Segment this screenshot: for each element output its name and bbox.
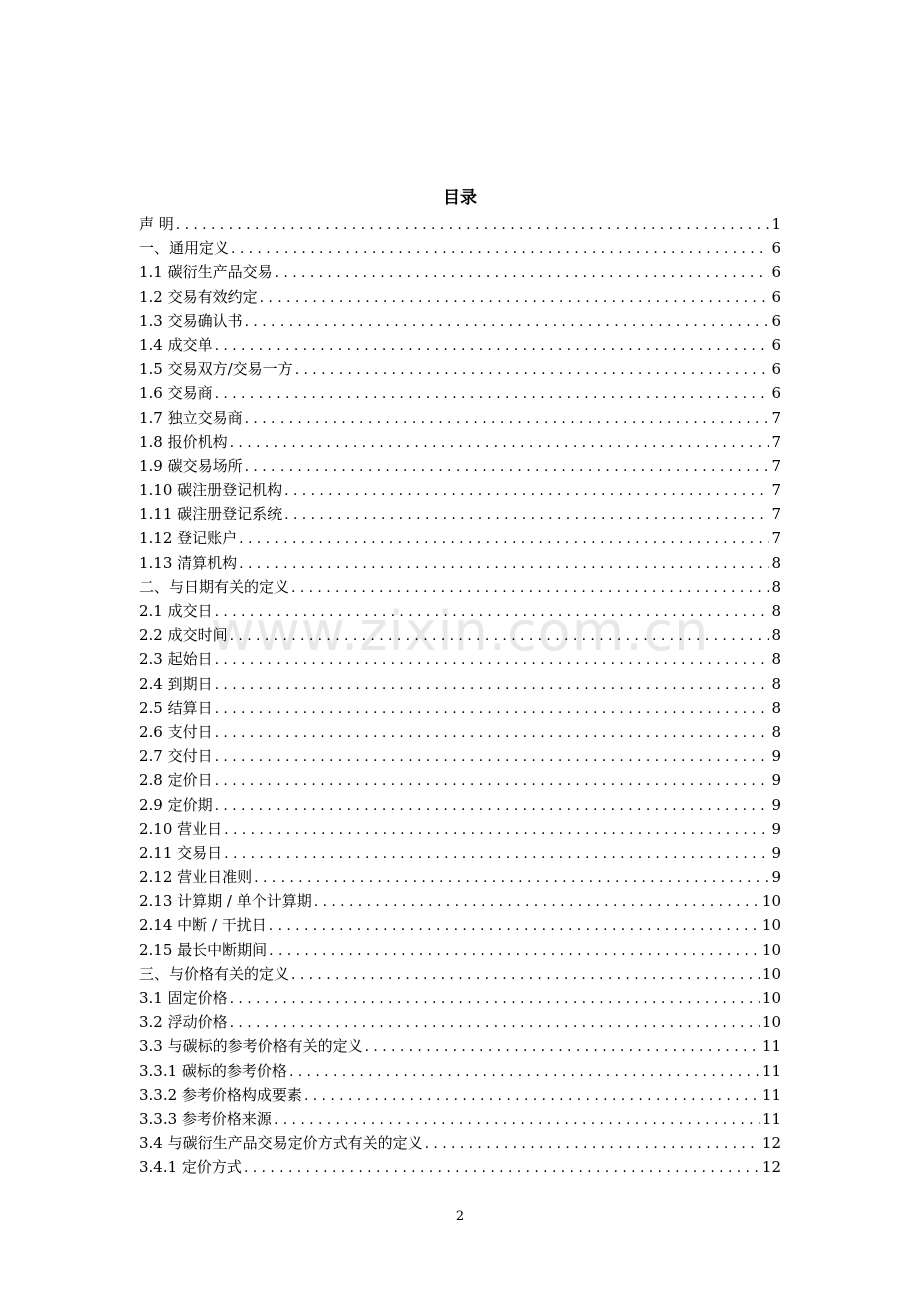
toc-dot-leader xyxy=(215,721,770,745)
toc-dot-leader xyxy=(275,261,770,285)
toc-entry-label: 2.15 最长中断期间 xyxy=(139,940,268,959)
toc-entry-label: 1.13 清算机构 xyxy=(139,553,238,572)
toc-dot-leader xyxy=(215,673,770,697)
toc-entry-label: 3.3.1 碳标的参考价格 xyxy=(139,1061,287,1080)
toc-entry-page-number: 8 xyxy=(771,698,781,717)
toc-entry-page-number: 7 xyxy=(771,505,781,524)
toc-entry-label: 1.4 成交单 xyxy=(139,335,213,354)
toc-entry[interactable] xyxy=(139,285,781,309)
toc-entry-page-number: 8 xyxy=(771,674,781,693)
toc-dot-leader xyxy=(230,431,770,455)
toc-entry-label: 2.10 营业日 xyxy=(139,819,223,838)
toc-entry-label: 1.3 交易确认书 xyxy=(139,311,243,330)
toc-entry-label: 1.1 碳衍生产品交易 xyxy=(139,263,273,282)
toc-entry-page-number: 8 xyxy=(771,602,781,620)
toc-entry-label: 3.3.3 参考价格来源 xyxy=(139,1109,272,1128)
toc-entry-page-number: 9 xyxy=(771,771,781,790)
toc-entry-label: 3.3.2 参考价格构成要素 xyxy=(139,1085,302,1104)
toc-entry-label: 2.13 计算期 / 单个计算期 xyxy=(139,892,312,911)
toc-dot-leader xyxy=(215,600,770,624)
toc-entry[interactable] xyxy=(139,696,781,720)
toc-entry[interactable] xyxy=(139,1034,781,1058)
toc-dot-leader xyxy=(239,552,769,576)
table-of-contents xyxy=(139,212,781,1180)
toc-entry[interactable] xyxy=(139,1131,781,1155)
toc-entry[interactable] xyxy=(139,744,781,768)
toc-entry-page-number: 9 xyxy=(771,819,781,838)
toc-dot-leader xyxy=(244,1156,760,1180)
toc-entry-page-number: 7 xyxy=(771,432,781,451)
toc-entry-page-number: 6 xyxy=(771,384,781,403)
toc-entry-page-number: 7 xyxy=(771,529,781,548)
toc-entry[interactable] xyxy=(139,793,781,817)
toc-entry-label: 1.8 报价机构 xyxy=(139,432,228,451)
toc-entry[interactable] xyxy=(139,357,781,381)
toc-entry-label: 3.4 与碳衍生产品交易定价方式有关的定义 xyxy=(139,1134,423,1153)
toc-entry-label: 3.1 固定价格 xyxy=(139,989,228,1007)
toc-dot-leader xyxy=(215,745,770,769)
toc-entry-page-number: 12 xyxy=(761,1134,781,1153)
toc-entry-label: 2.4 到期日 xyxy=(139,674,213,693)
toc-entry[interactable] xyxy=(139,841,781,865)
toc-entry-label: 1.7 独立交易商 xyxy=(139,408,243,427)
toc-entry-label: 2.1 成交日 xyxy=(139,602,213,620)
toc-entry-page-number: 6 xyxy=(771,287,781,306)
toc-entry-page-number: 11 xyxy=(761,1061,781,1080)
watermark-text: www.zixin.com.cn xyxy=(210,600,710,663)
toc-entry-label: 3.4.1 定价方式 xyxy=(139,1158,242,1177)
toc-dot-leader xyxy=(239,527,769,551)
toc-dot-leader xyxy=(245,455,770,479)
toc-dot-leader xyxy=(284,503,769,527)
toc-dot-leader xyxy=(215,794,770,818)
toc-entry-label: 1.9 碳交易场所 xyxy=(139,456,243,475)
toc-entry[interactable] xyxy=(139,575,781,599)
toc-dot-leader xyxy=(260,286,770,310)
toc-entry[interactable] xyxy=(139,1010,781,1034)
toc-entry-page-number: 7 xyxy=(771,481,781,500)
toc-entry-page-number: 8 xyxy=(771,650,781,669)
toc-entry-page-number: 6 xyxy=(771,360,781,379)
toc-entry[interactable] xyxy=(139,817,781,841)
toc-entry-page-number: 11 xyxy=(761,1037,781,1056)
toc-entry-page-number: 9 xyxy=(771,843,781,862)
toc-entry-page-number: 12 xyxy=(761,1158,781,1177)
toc-entry-label: 2.6 支付日 xyxy=(139,722,213,741)
toc-entry-page-number: 6 xyxy=(771,239,781,258)
toc-dot-leader xyxy=(314,890,760,914)
toc-entry-page-number: 10 xyxy=(761,989,781,1007)
toc-entry-label: 2.3 起始日 xyxy=(139,650,213,669)
toc-dot-leader xyxy=(230,987,760,1011)
toc-entry-page-number: 10 xyxy=(761,940,781,959)
toc-entry[interactable] xyxy=(139,962,781,986)
toc-entry[interactable] xyxy=(139,260,781,284)
toc-entry-label: 1.12 登记账户 xyxy=(139,529,238,548)
toc-entry-page-number: 8 xyxy=(771,577,781,596)
toc-entry-label: 2.2 成交时间 xyxy=(139,626,228,645)
toc-dot-leader xyxy=(425,1132,760,1156)
toc-entry[interactable] xyxy=(139,889,781,913)
toc-entry-label: 一、通用定义 xyxy=(139,239,230,258)
toc-dot-leader xyxy=(295,358,770,382)
toc-entry-label: 2.7 交付日 xyxy=(139,747,213,766)
toc-entry-label: 1.5 交易双方/交易一方 xyxy=(139,360,293,379)
toc-entry-page-number: 9 xyxy=(771,868,781,887)
toc-dot-leader xyxy=(215,382,770,406)
toc-entry[interactable] xyxy=(139,430,781,454)
toc-dot-leader xyxy=(215,648,770,672)
toc-entry[interactable] xyxy=(139,236,781,260)
toc-dot-leader xyxy=(215,769,770,793)
toc-entry[interactable] xyxy=(139,1059,781,1083)
toc-entry[interactable] xyxy=(139,938,781,962)
toc-entry-page-number: 10 xyxy=(761,1013,781,1032)
toc-entry[interactable] xyxy=(139,1155,781,1179)
toc-entry[interactable] xyxy=(139,599,781,623)
toc-entry[interactable] xyxy=(139,309,781,333)
toc-entry[interactable] xyxy=(139,672,781,696)
toc-entry[interactable] xyxy=(139,502,781,526)
toc-entry-label: 2.14 中断 / 干扰日 xyxy=(139,916,267,935)
toc-entry[interactable] xyxy=(139,406,781,430)
toc-entry[interactable] xyxy=(139,454,781,478)
toc-entry-page-number: 7 xyxy=(771,408,781,427)
toc-dot-leader xyxy=(176,213,770,237)
toc-dot-leader xyxy=(224,818,769,842)
toc-dot-leader xyxy=(245,310,770,334)
toc-title: 目录 xyxy=(443,188,477,208)
toc-dot-leader xyxy=(215,697,770,721)
toc-entry[interactable] xyxy=(139,1083,781,1107)
toc-dot-leader xyxy=(231,237,769,261)
toc-entry[interactable] xyxy=(139,720,781,744)
toc-entry[interactable] xyxy=(139,647,781,671)
toc-dot-leader xyxy=(224,842,769,866)
toc-dot-leader xyxy=(289,1060,760,1084)
toc-dot-leader xyxy=(304,1084,760,1108)
toc-entry[interactable] xyxy=(139,478,781,502)
toc-dot-leader xyxy=(269,939,760,963)
toc-dot-leader xyxy=(254,866,769,890)
toc-dot-leader xyxy=(230,1011,760,1035)
toc-entry-label: 2.5 结算日 xyxy=(139,698,213,717)
toc-entry-page-number: 11 xyxy=(761,1109,781,1128)
toc-entry-page-number: 1 xyxy=(771,215,781,233)
toc-entry-page-number: 9 xyxy=(771,747,781,766)
toc-entry-page-number: 8 xyxy=(771,722,781,741)
toc-entry[interactable] xyxy=(139,212,781,236)
toc-entry-page-number: 6 xyxy=(771,263,781,282)
toc-entry-label: 2.11 交易日 xyxy=(139,843,223,862)
toc-entry-page-number: 9 xyxy=(771,795,781,814)
toc-entry[interactable] xyxy=(139,986,781,1010)
toc-entry[interactable] xyxy=(139,913,781,937)
toc-entry-page-number: 7 xyxy=(771,456,781,475)
toc-entry[interactable] xyxy=(139,768,781,792)
toc-dot-leader xyxy=(215,334,770,358)
page-number: 2 xyxy=(455,1209,465,1224)
toc-entry-label: 3.3 与碳标的参考价格有关的定义 xyxy=(139,1037,363,1056)
toc-dot-leader xyxy=(269,914,760,938)
toc-dot-leader xyxy=(230,624,770,648)
toc-entry-label: 二、与日期有关的定义 xyxy=(139,577,290,596)
toc-entry-label: 1.6 交易商 xyxy=(139,384,213,403)
toc-entry[interactable] xyxy=(139,333,781,357)
toc-dot-leader xyxy=(291,963,760,987)
toc-dot-leader xyxy=(284,479,769,503)
toc-entry-page-number: 8 xyxy=(771,553,781,572)
toc-dot-leader xyxy=(274,1108,760,1132)
toc-entry-label: 1.11 碳注册登记系统 xyxy=(139,505,283,524)
toc-dot-leader xyxy=(291,576,769,600)
toc-entry-page-number: 11 xyxy=(761,1085,781,1104)
toc-entry-label: 声 明 xyxy=(139,215,174,233)
toc-entry-page-number: 6 xyxy=(771,335,781,354)
toc-entry[interactable] xyxy=(139,381,781,405)
toc-entry-label: 2.8 定价日 xyxy=(139,771,213,790)
toc-entry-label: 1.10 碳注册登记机构 xyxy=(139,481,283,500)
toc-entry[interactable] xyxy=(139,623,781,647)
toc-entry[interactable] xyxy=(139,865,781,889)
toc-entry-page-number: 10 xyxy=(761,916,781,935)
toc-entry-label: 三、与价格有关的定义 xyxy=(139,964,290,983)
toc-entry[interactable] xyxy=(139,526,781,550)
toc-dot-leader xyxy=(245,407,770,431)
toc-entry[interactable] xyxy=(139,1107,781,1131)
toc-entry-label: 1.2 交易有效约定 xyxy=(139,287,258,306)
toc-entry-page-number: 10 xyxy=(761,964,781,983)
toc-entry[interactable] xyxy=(139,551,781,575)
toc-entry-page-number: 6 xyxy=(771,311,781,330)
toc-entry-page-number: 8 xyxy=(771,626,781,645)
toc-entry-label: 2.12 营业日准则 xyxy=(139,868,253,887)
toc-dot-leader xyxy=(365,1035,760,1059)
toc-entry-page-number: 10 xyxy=(761,892,781,911)
toc-entry-label: 2.9 定价期 xyxy=(139,795,213,814)
toc-entry-label: 3.2 浮动价格 xyxy=(139,1013,228,1032)
